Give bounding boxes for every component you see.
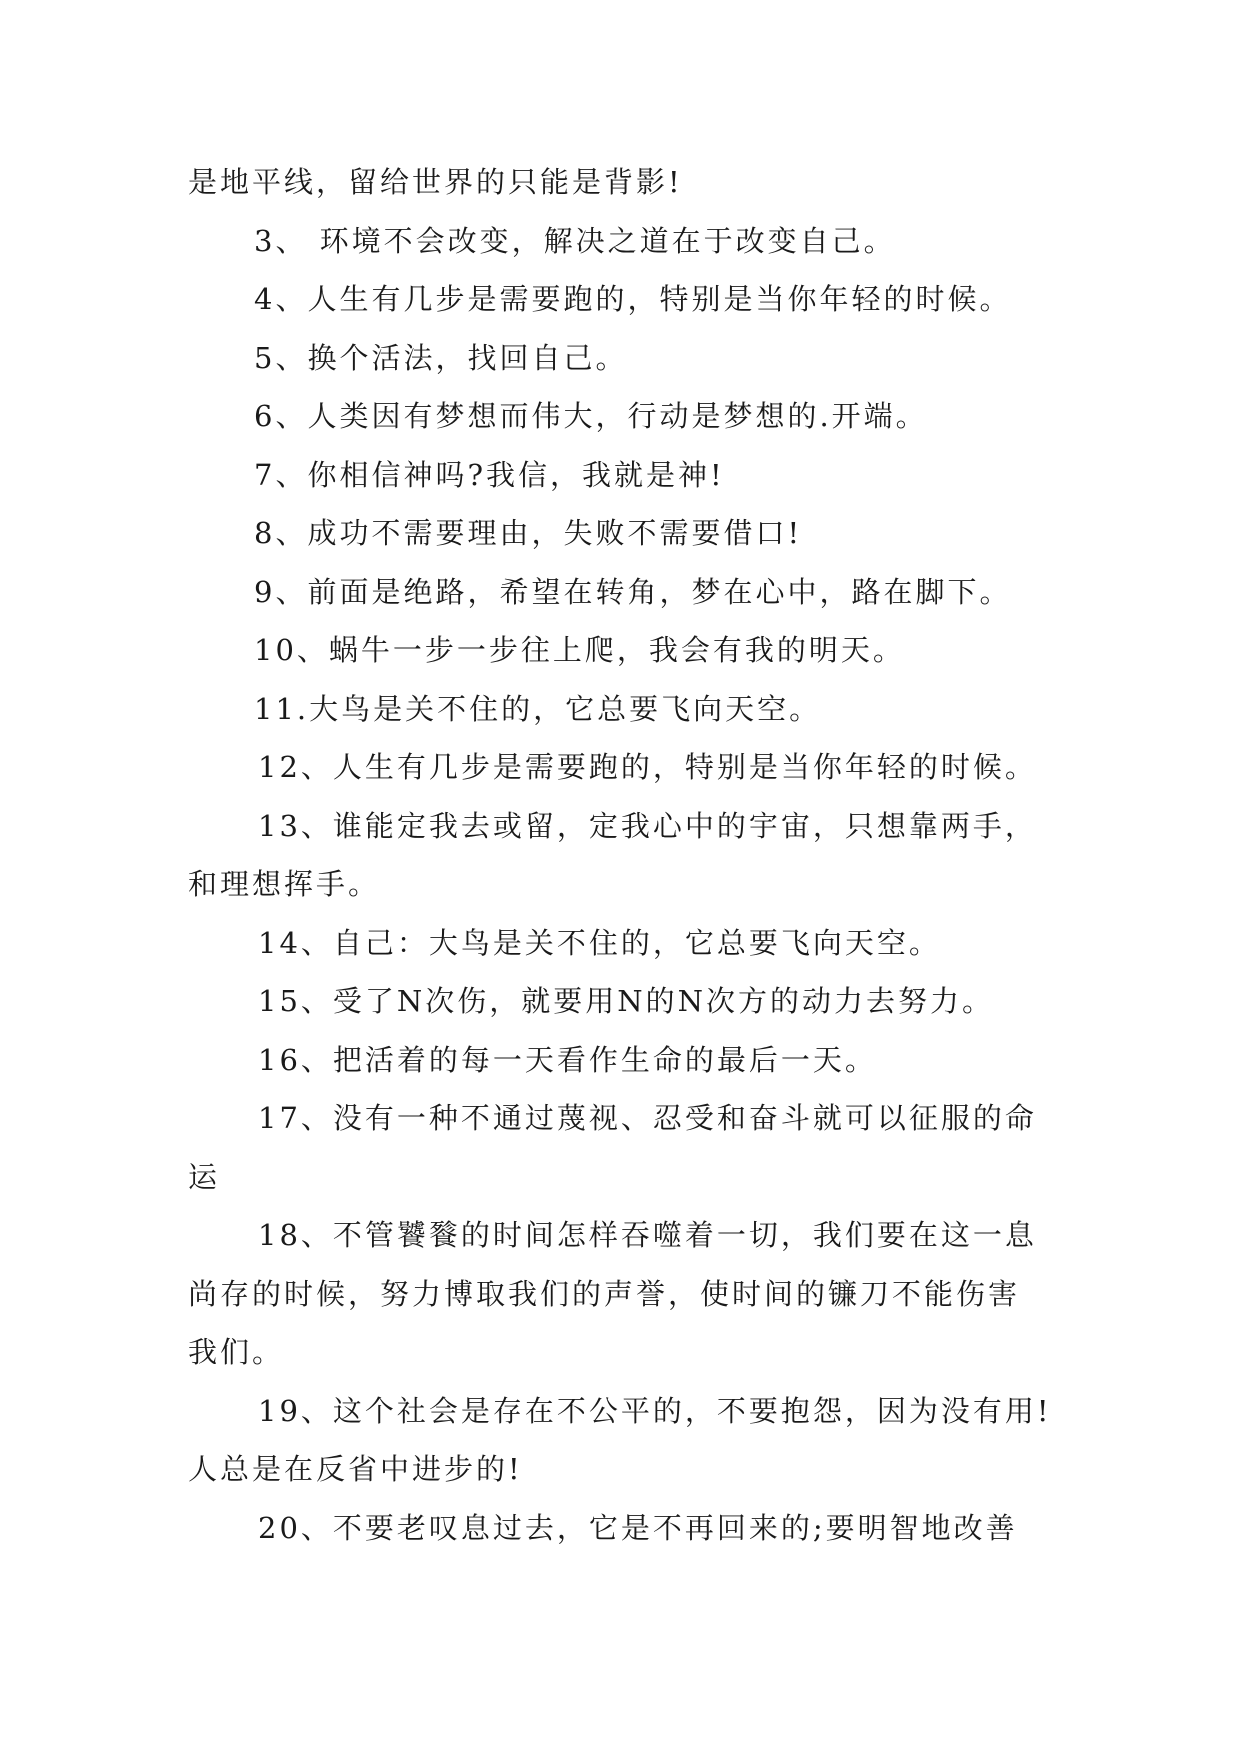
text-line: 尚存的时候，努力博取我们的声誉，使时间的镰刀不能伤害 — [188, 1276, 1021, 1311]
text-line: 3、 环境不会改变，解决之道在于改变自己。 — [254, 223, 896, 258]
text-line: 7、你相信神吗?我信，我就是神! — [254, 457, 725, 492]
text-line: 13、谁能定我去或留，定我心中的宇宙，只想靠两手， — [258, 808, 1037, 843]
text-line: 14、自己：大鸟是关不住的，它总要飞向天空。 — [258, 925, 941, 960]
text-line: 15、受了N次伤，就要用N的N次方的动力去努力。 — [258, 984, 995, 1018]
text-line: 人总是在反省中进步的! — [188, 1452, 523, 1486]
text-line: 6、人类因有梦想而伟大，行动是梦想的.开端。 — [254, 399, 928, 433]
text-line: 10、蜗牛一步一步往上爬，我会有我的明天。 — [254, 633, 905, 667]
text-line: 和理想挥手。 — [188, 867, 381, 901]
text-line: 8、成功不需要理由，失败不需要借口! — [254, 516, 803, 550]
text-line: 4、人生有几步是需要跑的，特别是当你年轻的时候。 — [254, 282, 1012, 316]
text-line: 20、不要老叹息过去，它是不再回来的;要明智地改善 — [258, 1510, 1018, 1545]
text-line: 18、不管饕餮的时间怎样吞噬着一切，我们要在这一息 — [258, 1218, 1037, 1252]
text-line: 17、没有一种不通过蔑视、忍受和奋斗就可以征服的命 — [258, 1101, 1037, 1135]
text-line: 12、人生有几步是需要跑的，特别是当你年轻的时候。 — [258, 750, 1037, 784]
text-line: 我们。 — [188, 1335, 285, 1369]
text-line: 运 — [188, 1159, 221, 1194]
text-line: 19、这个社会是存在不公平的，不要抱怨，因为没有用! — [258, 1393, 1052, 1428]
text-line: 11.大鸟是关不住的，它总要飞向天空。 — [254, 691, 822, 726]
text-line: 5、换个活法，找回自己。 — [254, 340, 628, 375]
text-line: 是地平线，留给世界的只能是背影! — [188, 165, 683, 199]
text-line: 16、把活着的每一天看作生命的最后一天。 — [258, 1042, 877, 1077]
text-line: 9、前面是绝路，希望在转角，梦在心中，路在脚下。 — [254, 574, 1012, 609]
document-body — [188, 153, 1058, 1557]
